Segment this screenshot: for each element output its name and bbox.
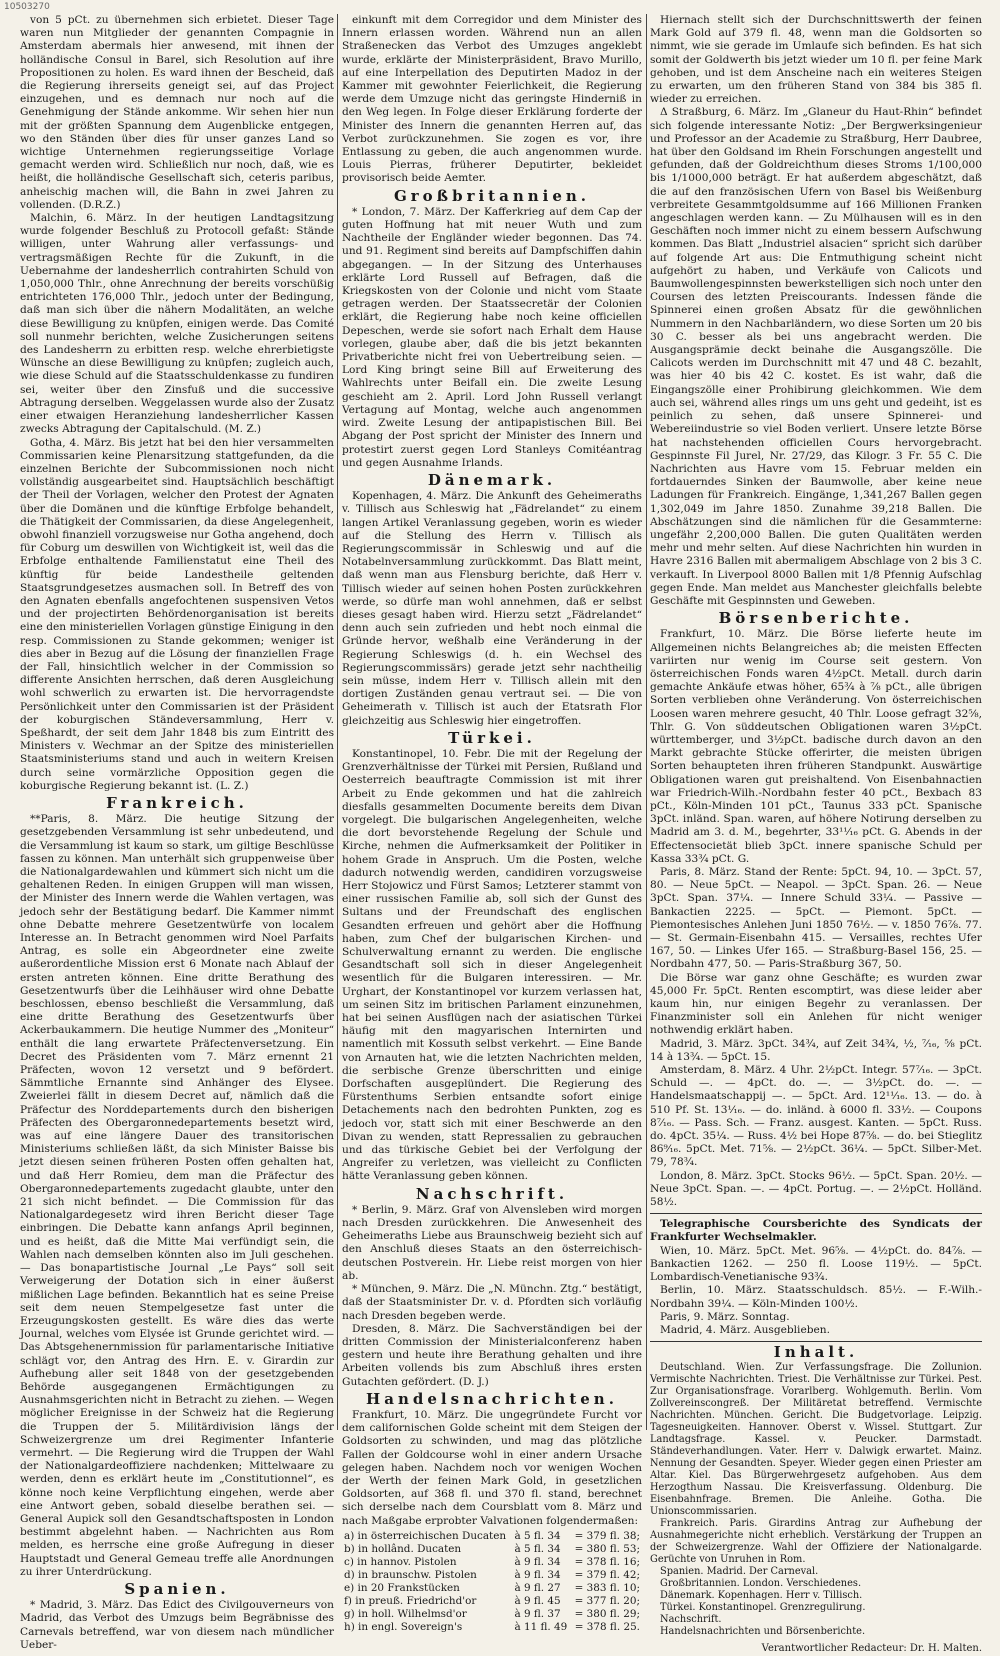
article-paragraph: Die Börse war ganz ohne Geschäfte; es wurden zwar 45,000 Fr. 5pCt. Renten escomptirt, was diese leider aber kaum hin, nur einigen Begehr zu veranlassen. Der Finanzminister soll ein Anlehen für nicht weniger nothwendig erklärt haben.: [650, 971, 982, 1037]
rate-item: e) in 20 Frankstücken: [344, 1581, 460, 1594]
section-heading-daenemark: Dänemark.: [427, 470, 557, 489]
article-paragraph: London, 8. März. 3pCt. Stocks 96½. — 5pCt. Span. 20½. — Neue 3pCt. Span. —. — 4pCt. Portug. —. — 2½pCt. Holländ. 58½.: [650, 1169, 982, 1209]
article-paragraph: Paris, 8. März. Stand der Rente: 5pCt. 94, 10. — 3pCt. 57, 80. — Neue 5pCt. — Neapol. — 3pCt. Span. 26. — Neue 3pCt. Span. 37¼. — Innere Schuld 33¼. — Passive — Bankactien 2225. — 5pCt. — Piemont. 5pCt. — Piemontesisches Anlehen Juni 1850 76½. — v. 1850 76⅞. 77. — St. Germain-Eisenbahn 415. — Versailles, rechtes Ufer 167, 50. — Linkes Ufer 165. — Straßburg-Basel 156, 25. — Nordbahn 477, 50. — Paris-Straßburg 367, 50.: [650, 866, 982, 971]
rate-price: à 9 fl. 34: [514, 1568, 561, 1581]
column-1: [20, 14, 334, 1651]
rate-item: f) in preuß. Friedrichd'or: [344, 1594, 477, 1607]
article-paragraph: Dresden, 8. März. Die Sachverständigen bei der dritten Commission der Ministerialconferenz haben gestern und heute ihre Berathung gehalten und ihre Arbeiten vollends bis zum Abschluß ihres ersten Gutachten gefördert. (D. J.): [342, 1322, 642, 1388]
toc-entry: Nachschrift.: [660, 1614, 722, 1626]
rate-result: = 380 fl. 53;: [574, 1542, 640, 1555]
rate-result: = 379 fl. 38;: [574, 1529, 640, 1542]
article-paragraph: Berlin, 10. März. Staatsschuldsch. 85½. — F.-Wilh.-Nordbahn 39¼. — Köln-Minden 100½.: [650, 1284, 982, 1310]
article-paragraph: * Madrid, 3. März. Das Edict des Civilgouverneurs von Madrid, das Verbot des Umzugs beim Begräbnisse des Carnevals betreffend, war von diesem nach mündlicher Ueber-: [20, 1599, 334, 1651]
divider: [650, 1341, 982, 1342]
rate-result: = 383 fl. 10;: [574, 1581, 640, 1594]
article-paragraph: von 5 pCt. zu übernehmen sich erbietet. Dieser Tage waren nun Mitglieder der genannten Compagnie in Amsterdam abermals hier anwesend, mit ihnen der holländische Consul in Barel, sich Resolution auf ihre Propositionen zu holen. Es ward ihnen der Bescheid, daß die Regierung ihrerseits geneigt sei, auf das Project einzugehen, und es demnach nur noch auf die Genehmigung der Stände ankomme. Wir sehen hier nun mit der größten Spannung dem Augenblicke entgegen, wo den Ständen über dies für unser ganzes Land so wichtige Unternehmen regierungsseitige Vorlage gemacht werden wird. Schließlich nur noch, daß, wie es heißt, die holländische Gesellschaft sich, ceteris paribus, anheischig machen will, die Bahn in zwei Jahren zu vollenden. (D.R.Z.): [20, 14, 334, 211]
section-heading-nachschrift: Nachschrift.: [415, 1184, 569, 1203]
rate-result: = 378 fl. 25.: [574, 1620, 640, 1633]
editor-line: Verantwortlicher Redacteur: Dr. H. Malten.: [761, 1643, 982, 1655]
column-2: [342, 14, 642, 1633]
section-heading-inhalt: Inhalt.: [773, 1343, 859, 1362]
column-3: [650, 14, 982, 1655]
gold-rates-table: [342, 1530, 642, 1634]
section-heading-spanien: Spanien.: [124, 1579, 230, 1598]
table-row: [342, 1569, 642, 1582]
rate-item: h) in engl. Sovereign's: [344, 1620, 463, 1633]
rate-result: = 377 fl. 20;: [574, 1594, 640, 1607]
telegraph-heading: Telegraphische Coursberichte des Syndicats der Frankfurter Wechselmakler.: [650, 1218, 982, 1244]
rate-item: g) in holl. Wilhelmsd'or: [344, 1607, 467, 1620]
rate-price: à 5 fl. 34: [514, 1542, 561, 1555]
rate-result: = 380 fl. 29;: [574, 1607, 640, 1620]
rate-price: à 9 fl. 34: [514, 1555, 561, 1568]
article-paragraph: Madrid, 3. März. 3pCt. 34¾, auf Zeit 34¾, ½, ⁷⁄₁₆, ⅝ pCt. 14 à 13¾. — 5pCt. 15.: [650, 1037, 982, 1063]
table-row: [342, 1595, 642, 1608]
rate-price: à 9 fl. 37: [514, 1607, 561, 1620]
toc-entry: Großbritannien. London. Verschiedenes.: [660, 1578, 862, 1590]
table-row: [342, 1530, 642, 1543]
page-id: 10503270: [4, 2, 50, 12]
toc-entry: Deutschland. Wien. Zur Verfassungsfrage. Die Zollunion. Vermischte Nachrichten. Triest. Die Verhältnisse zur Türkei. Pest. Zur Organisationsfrage. Vorarlberg. Wohlgemuth. Berlin. Vom Zollvereinscongreß. Der Militäretat betreffend. Vermischte Nachrichten. München. Gericht. Die Budgetvorlage. Leipzig. Tagesneuigkeiten. Hannover. Oberst v. Wissel. Stuttgart. Zur Landtagsfrage. Kassel. v. Peucker. Darmstadt. Ständeverhandlungen. Vater. Herr v. Dalwigk erwartet. Mainz. Nennung der Gesandten. Speyer. Wieder gegen einen Priester am Altar. Kiel. Das Bürgerwehrgesetz aufgehoben. Aus dem Herzogthum Nassau. Die Kreisverfassung. Oldenburg. Die Eisenbahnfrage. Bremen. Die Anleihe. Gotha. Die Unionscommissarien.: [650, 1362, 982, 1518]
section-heading-grossbritannien: Großbritannien.: [393, 186, 591, 205]
article-paragraph: Konstantinopel, 10. Febr. Die mit der Regelung der Grenzverhältnisse der Türkei mit Persien, Rußland und Oesterreich beauftragte Commission ist mit ihrer Arbeit zu Ende gekommen und hat die zahlreich diesfalls gesammelten Documente bereits dem Divan vorgelegt. Die bulgarischen Angelegenheiten, welche die dort bevorstehende Regelung der Schule und Kirche, nehmen die Aufmerksamkeit der Politiker in hohem Grade in Anspruch. Um die Posten, welche dadurch notwendig werden, candidiren vorzugsweise Herr Stojowicz und Fürst Samos; Letzterer stammt von einer russischen Familie ab, soll sich der Gunst des Sultans und der Freundschaft des englischen Gesandten erfreuen und gehört aber die Hoffnung haben, zum Chef der bulgarischen Kirchen- und Schulverwaltung ernannt zu werden. Die englische Gesandtschaft soll sich in dieser Angelegenheit wesentlich für die Bulgaren interessiren. — Mr. Urghart, der Konstantinopel vor kurzem verlassen hat, um seinen Sitz im britischen Parlament einzunehmen, hat bei seinen Ausflügen nach der asiatischen Türkei häufig mit den magyarischen Internirten und namentlich mit Kossuth selbst verkehrt. — Eine Bande von Arnauten hat, wie die letzten Nachrichten melden, die serbische Grenze überschritten und einige Dorfschaften ausgeplündert. Die Regierung des Fürstenthums Serbien entsandte sofort einige Detachements nach den bedrohten Punkten, zog es jedoch vor, statt sich mit einer Beschwerde an den Divan zu wenden, statt Repressalien zu gebrauchen und das türkische Gebiet bei der Verfolgung der Angreifer zu verletzen, was vielleicht zu Conflicten hätte Veranlassung geben können.: [342, 747, 642, 1183]
table-row: [342, 1543, 642, 1556]
rate-item: a) in österreichischen Ducaten: [344, 1529, 507, 1542]
article-paragraph: Frankfurt, 10. März. Die ungegründete Furcht vor dem californischen Golde scheint mit dem Steigen der Goldsorten zu schwinden, und mag das plötzliche Fallen der Goldcourse wohl in einer andern Ursache gelegen haben. Nachdem noch vor wenigen Wochen der Werth der feinen Mark Gold, in gesetzlichen Goldsorten, auf 368 fl. und 370 fl. stand, berechnet sich derselbe nach dem Coursblatt vom 8. März und nach Maßgabe erprobter Valvationen folgendermaßen:: [342, 1408, 642, 1527]
rate-price: à 5 fl. 34: [514, 1529, 561, 1542]
table-row: [342, 1621, 642, 1634]
divider: [650, 1213, 982, 1214]
article-paragraph: Δ Straßburg, 6. März. Im „Glaneur du Haut-Rhin“ befindet sich folgende interessante Notiz: „Der Bergwerksingenieur und Professor an der Academie zu Straßburg, Herr Daubree, hat über den Goldsand im Rhein Forschungen angestellt und gefunden, daß der Goldreichthum dieses Stroms 1/100,000 bis 1/1000,000 beträgt. Er hat außerdem abgeschätzt, daß die auf den französischen Ufern von Basel bis Weißenburg verbreitete Gesammtgoldsumme auf 166 Millionen Franken angeschlagen werden kann. — Zu Mülhausen will es in den Geschäften noch immer nicht zu einem bessern Aufschwung kommen. Das Blatt „Industriel alsacien“ spricht sich darüber auf folgende Art aus: Die Entmuthigung scheint nicht aufgehört zu haben, und Verkäufe von Calicots und Baumwollengespinnsten bewerkstelligen sich noch unter den Coursen des letzten Preiscourants. Indessen fände die Spinnerei einen großen Absatz für die gewöhnlichen Nummern in den Nachbarländern, wo diese Sorten um 20 bis 30 C. besser als bei uns angebracht werden. Die Ausgangsprämie deckt beinahe die Ausgangszölle. Die Calicots werden im Durchschnitt mit 47 und 48 C. bezahlt, was hier 40 bis 42 C. kostet. Es ist wahr, daß die Eingangszölle einer Prohibirung gleichkommen. Wie dem auch sei, während alles rings um uns geht und gedeiht, ist es peinlich zu sehen, daß unsere Spinnerei- und Webereiindustrie so viel Boden verliert. Unsere letzte Börse hat nachstehenden officiellen Cours hervorgebracht. Gespinnste Fil Jurel, Nr. 27/29, das Kilogr. 3 Fr. 55 C. Die Nachrichten aus Havre vom 15. Februar melden ein fortdauerndes Sinken der Baumwolle, aber keine neue Ladungen für Frankreich. Eingänge, 1,341,267 Ballen gegen 1,302,049 im Jahre 1850. Zunahme 39,218 Ballen. Die Abschätzungen sind die nämlichen für die Gesammterne: ungefähr 2,200,000 Ballen. Die guten Qualitäten werden mehr und mehr selten. Auf diese Nachrichten hin wurden in Havre 2316 Ballen mit abermaligem Abschlage von 2 bis 3 C. verkauft. In Liverpool 8000 Ballen mit 1/8 Pfennig Aufschlag gegen Ende. Man meldet aus Manchester gleichfalls belebte Geschäfte mit Gespinnsten und Geweben.: [650, 106, 982, 607]
article-paragraph: Amsterdam, 8. März. 4 Uhr. 2½pCt. Integr. 57⁷⁄₁₆. — 3pCt. Schuld —. — 4pCt. do. —. — 3½pCt. do. —. — Handelsmaatschappij —. — 5pCt. Ard. 12¹¹⁄₁₆. 13. — do. à 510 Pf. St. 13¹⁄₁₆. — do. inländ. à 6000 fl. 33½. — Coupons 8⁷⁄₁₆. — Pass. Sch. — Franz. ausgest. Kanten. — 5pCt. Russ. do. 4pCt. 35¼. — Russ. 4½ bei Hope 87⅝. — do. bei Stieglitz 86⁹⁄₁₆. 5pCt. Met. 71⅝. — 2½pCt. 36¼. — 5pCt. Silber-Met. 79, 78¾.: [650, 1064, 982, 1169]
article-paragraph: Hiernach stellt sich der Durchschnittswerth der feinen Mark Gold auf 379 fl. 48, wenn man die Goldsorten so nimmt, wie sie gerade im Umlaufe sich befinden. Es hat sich somit der Goldwerth bis jetzt wieder um 10 fl. per feine Mark gehoben, und ist dem Anscheine nach ein weiteres Steigen zu erwarten, um den früheren Stand von 384 bis 385 fl. wieder zu erreichen.: [650, 14, 982, 106]
article-paragraph: * München, 9. März. Die „N. Münchn. Ztg.“ bestätigt, daß der Staatsminister Dr. v. d. Pfordten sich vorläufig nach Dresden begeben werde.: [342, 1283, 642, 1322]
rate-item: d) in braunschw. Pistolen: [344, 1568, 477, 1581]
rate-result: = 378 fl. 16;: [574, 1555, 640, 1568]
toc-entry: Spanien. Madrid. Der Carneval.: [660, 1566, 819, 1578]
section-heading-tuerkei: Türkei.: [448, 728, 536, 747]
rate-price: à 11 fl. 49: [514, 1620, 568, 1633]
toc-entry: Frankreich. Paris. Girardins Antrag zur Aufhebung der Ausnahmegerichte nicht erheblich. Verstärkung der Truppen an der Schweizergrenze. Wahl der Offiziere der Nationalgarde. Gerüchte von Unruhen in Rom.: [650, 1518, 982, 1566]
article-paragraph: Kopenhagen, 4. März. Die Ankunft des Geheimeraths v. Tillisch aus Schleswig hat „Fädrelandet“ zu einem langen Artikel Veranlassung gegeben, worin es wieder auf die Stellung des Herrn v. Tillisch als Regierungscommissär in Schleswig und auf die Notabelnversammlung zurückkommt. Das Blatt meint, daß wenn man aus Flensburg berichte, daß Herr v. Tillisch wieder auf seinen hohen Posten zurückkehren werde, so dürfe man wohl annehmen, daß er selbst dieses gesagt haben wird. Hierzu setzt „Fädrelandet“ denn auch sein zufrieden und hebt noch einmal die Gründe hervor, weßhalb eine Veränderung in der Regierung Schleswigs (d. h. ein Wechsel des Regierungscommissärs) gerade jetzt sehr nachtheilig sein müsse, indem Herr v. Tillisch allein mit den dortigen Zuständen genau vertraut sei. — Die von Geheimerath v. Tillisch ist auch der Etatsrath Flor gleichzeitig aus Schleswig hier eingetroffen.: [342, 490, 642, 727]
table-row: [342, 1582, 642, 1595]
section-heading-boersenberichte: Börsenberichte.: [718, 609, 914, 628]
article-paragraph: * Berlin, 9. März. Graf von Alvensleben wird morgen nach Dresden zurückkehren. Die Anwesenheit des Geheimeraths Liebe aus Braunschweig bezieht sich auf den Anschluß dieses Staats an den österreichisch-deutschen Postverein. Hr. Liebe reist morgen von hier ab.: [342, 1203, 642, 1282]
article-paragraph: einkunft mit dem Corregidor und dem Minister des Innern erlassen worden. Während nun an allen Straßenecken das Verbot des Umzuges angeklebt wurde, erklärte der Ministerpräsident, Bravo Murillo, auf eine Interpellation des Deputirten Madoz in der Kammer mit gewohnter Feierlichkeit, die Regierung werde dem Umzuge nicht das geringste Hinderniß in den Weg legen. In Folge dieser Erklärung forderte der Minister des Innern die genannten Herren auf, das Verbot zurückzunehmen. Sie zogen es vor, ihre Entlassung zu geben, die auch angenommen wurde. Louis Pierras, früherer Deputirter, bekleidet provisorisch beide Aemter.: [342, 14, 642, 185]
section-heading-handelsnachrichten: Handelsnachrichten.: [366, 1389, 618, 1408]
rate-result: = 379 fl. 42;: [574, 1568, 640, 1581]
section-heading-frankreich: Frankreich.: [106, 793, 248, 812]
article-paragraph: Wien, 10. März. 5pCt. Met. 96⅝. — 4½pCt. do. 84⅞. — Bankactien 1262. — 250 fl. Loose 119½. — 5pCt. Lombardisch-Venetianische 93¾.: [650, 1244, 982, 1284]
column-rule-2: [646, 14, 647, 1430]
rate-item: c) in hannov. Pistolen: [344, 1555, 457, 1568]
toc-entry: Handelsnachrichten und Börsenberichte.: [660, 1626, 866, 1638]
table-row: [342, 1608, 642, 1621]
article-paragraph: **Paris, 8. März. Die heutige Sitzung der gesetzgebenden Versammlung ist sehr unbedeutend, und die Versammlung ist kaum so stark, um giltige Beschlüsse fassen zu können. Man unterhält sich gruppenweise über die Nationalgardewahlen und kümmert sich nicht um die gehaltenen Reden. In einigen Gruppen will man wissen, der Minister des Innern werde die Wahlen vertagen, was jedoch sehr der Bestätigung bedarf. Die Kammer nimmt ohne Debatte mehrere Gesetzentwürfe von localem Interesse an. In Betracht genommen wird Noel Parfaits Antrag, es solle ein Abgeordneter eine zweite außerordentliche Mission erst 6 Monate nach Ablauf der ersten antreten können. Eine dritte Berathung des Gesetzentwurfs über die Leihhäuser wird ohne Debatte beschlossen, ebenso beschließt die Versammlung, daß eine dritte Berathung des Gesetzentwurfs über Ackerbaukammern. Die heutige Nummer des „Moniteur“ enthält die lang erwartete Präfectenversetzung. Ein Decret des Präsidenten vom 7. März ernennt 21 Präfecten, wovon 12 versetzt und 9 befördert. Sämmtliche Ernannte sind Anhänger des Elysee. Zweierlei fällt in diesem Decret auf, nämlich daß die Präfectur des Norddepartements durch den bisherigen Präfecten des Obergaronnedepartements besetzt wird, was auf eine längere Dauer des transitorischen Ministeriums schließen läßt, da sich Minister Baisse bis jetzt diesen seinen früheren Posten offen gehalten hat, und daß Herr Romieu, dem man die Präfectur des Obergaronnedepartements zugedacht glaubte, unter den 21 sich nicht befindet. — Die Commission für das Nationalgardegesetz wird ihren Bericht dieser Tage einbringen. Die Debatte kann anfangs April beginnen, und es heißt, daß die Mitte Mai verfündigt sein, die Wahlen nach demselben könnten also im Juli geschehen. — Das bonapartistische Journal „Le Pays“ soll seit Verweigerung der Dotation sich in einer äußerst mißlichen Lage befinden. Bekanntlich hat es seine Preise seit dem neuen Stempelgesetze fast unter die Erzeugungskosten gestellt. Es wäre dies das werte Journal, welches vom Elysée ist Grunde gerichtet wird. — Das Abtsgehenernmission für parlamentarische Initiative schlägt vor, den Antrag des Hrn. E. v. Girardin zur Aufhebung aller seit 1848 von der gesetzgebenden Behörde ausgegangenen Ermächtigungen zu Ausnahmsgerichten nicht in Betracht zu ziehen. — Wegen möglicher Ereignisse in der Schweiz hat die Regierung die Truppen der 5. Militärdivision längs der Schweizergrenze um drei Regimenter Infanterie vermehrt. — Die Regierung wird die Truppen der Wahl der Nationalgardeoffiziere nachdenken; Mittelwaare zu werden, denn es erklärt heute im „Constitutionnel“, es könne noch keine Verpflichtung eingehen, werde aber eine Antwort geben, sobald dieselbe berathen sei. — General Aupick soll den Gesandtschaftsposten in London bestimmt abgelehnt haben. — Nachrichten aus Rom melden, es herrsche eine große Aufregung in dieser Hauptstadt und General Gemeau treffe alle Anordnungen zu ihrer Unterdrückung.: [20, 813, 334, 1578]
column-rule-1: [337, 14, 338, 1430]
article-paragraph: Paris, 9. März. Sonntag.: [660, 1310, 790, 1323]
article-paragraph: Malchin, 6. März. In der heutigen Landtagsitzung wurde folgender Beschluß zu Protocoll gefaßt: Stände willigen, unter Wahrung aller verfassungs- und vertragsmäßigen Rechte für die Zukunft, in die Uebernahme der landesherrlich contrahirten Schuld von 1,050,000 Thlr., ohne Anrechnung der bereits vorschüßig entrichteten 176,000 Thlr., jedoch unter der Bedingung, daß man sich über die nähern Modalitäten, an welche diese Bewilligung zu knüpfen, einigen werde. Das Comité soll nunmehr berichten, welche Zusicherungen seitens des Landesherrn zu erbitten resp. welche ehrerbietigste Wünsche an diese Bewilligung zu knüpfen; zugleich auch, wie diese Schuld auf die Staatsschuldenkasse zu fundiren sei, weiter über den Zinsfuß und die successive Abtragung derselben. Weggelassen wurde also der Zusatz einer etwaigen Heranziehung landesherrlicher Kassen zwecks Abtragung der Capitalschuld. (M. Z.): [20, 212, 334, 436]
toc-entry: Dänemark. Kopenhagen. Herr v. Tillisch.: [660, 1590, 863, 1602]
article-paragraph: Frankfurt, 10. März. Die Börse lieferte heute im Allgemeinen nichts Belangreiches ab; die meisten Effecten variirten nur wenig im Course seit gestern. Von österreichischen Fonds waren 4½pCt. Metall. durch darin gemachte Ankäufe etwas höher, 65¾ à ⅞ pCt., alle übrigen Sorten verblieben ohne Veränderung. Von österreichischen Loosen waren mehrere gesucht, 40 Thlr. Loose gefragt 32⅝, Thlr. G. Von süddeutschen Obligationen waren 3½pCt. württemberger, und 3½pCt. badische durch davon an den Markt gebrachte Stücke offerirter, die meisten übrigen Sorten behaupteten ihren früheren Standpunkt. Auswärtige Obligationen waren gut preishaltend. Von Eisenbahnactien war Friedrich-Wilh.-Nordbahn fester 40 pCt., Bexbach 83 pCt., Köln-Minden 101 pCt., Taunus 333 pCt. Spanische 3pCt. inländ. Span. waren, auf höhere Notirung derselben zu Madrid am 3. d. M., begehrter, 33¹¹⁄₁₆ pCt. G. Abends in der Effectensocietät blieb 3pCt. innere spanische Schuld per Kassa 33¾ pCt. G.: [650, 628, 982, 865]
rate-item: b) in hollând. Ducaten: [344, 1542, 462, 1555]
article-paragraph: * London, 7. März. Der Kafferkrieg auf dem Cap der guten Hoffnung hat mit neuer Wuth und zum Nachtheile der Engländer wieder begonnen. Das 74. und 91. Regiment sind bereits auf Dampfschiffen dahin abgegangen. — In der Sitzung des Unterhauses erklärte Lord Russell auf Befragen, daß die Kriegskosten von der Colonie und nicht vom Staate getragen werden. Der Staatssecretär der Colonien erklärt, die Regierung habe noch keine officiellen Depeschen, werde sie sofort nach Erhalt dem Hause vorlegen, glaube aber, daß die bis jetzt bekannten Privatberichte nicht frei von Uebertreibung seien. — Lord King bringt seine Bill auf Erweiterung des Wahlrechts unter Beifall ein. Die zweite Lesung geschieht am 2. April. Lord John Russell verlangt Vertagung auf Montag, welche auch angenommen wird. Zweite Lesung der antipapistischen Bill. Bei Abgang der Post spricht der Minister des Innern und protestirt zuerst gegen Lord Stanleys Comitéantrag und gegen Ausnahme Irlands.: [342, 205, 642, 469]
rate-price: à 9 fl. 45: [514, 1594, 561, 1607]
toc-entry: Türkei. Konstantinopel. Grenzregulirung.: [660, 1602, 866, 1614]
article-paragraph: Madrid, 4. März. Ausgeblieben.: [660, 1323, 830, 1336]
article-paragraph: Gotha, 4. März. Bis jetzt hat bei den hier versammelten Commissarien keine Plenarsitzung stattgefunden, da die einzelnen Berichte der Subcommissionen noch nicht vollständig ausgearbeitet sind. Hauptsächlich beschäftigt der Theil der Vorlagen, welcher den Protest der Agnaten über die Domänen und die künftige Erbfolge behandelt, die Thätigkeit der Commissarien, da diese Angelegenheit, obwohl finanziell vorzugsweise nur Gotha angehend, doch für Coburg um deswillen von Wichtigkeit ist, weil das die Erbfolge enthaltende Familienstatut eine Theil des künftig für beide Landestheile geltenden Staatsgrundgesetzes ausmachen soll. In Betreff des von den Agnaten ebenfalls angefochtenen suspensiven Vetos und der projectirten Behördenorganisation ist bereits eine den ministeriellen Vorlagen günstige Einigung in den resp. Commissionen zu Stande gekommen; weniger ist dies aber in Bezug auf die Lösung der finanziellen Frage der Fall, hinsichtlich welcher in der Commission so differente Ansichten herrschen, daß deren Ausgleichung wohl schwerlich zu erwarten ist. Die hervorragendste Persönlichkeit unter den Commissarien ist der Präsident der koburgischen Ständeversammlung, Herr v. Speßhardt, der seit dem Jahr 1848 bis zum Eintritt des Ministers v. Wechmar an der Spitze des ministeriellen Staatsministeriums stand und auch in weitern Kreisen durch seine vormärzliche Opposition gegen die koburgische Regierung bekannt ist. (L. Z.): [20, 436, 334, 792]
table-row: [342, 1556, 642, 1569]
rate-price: à 9 fl. 27: [514, 1581, 561, 1594]
